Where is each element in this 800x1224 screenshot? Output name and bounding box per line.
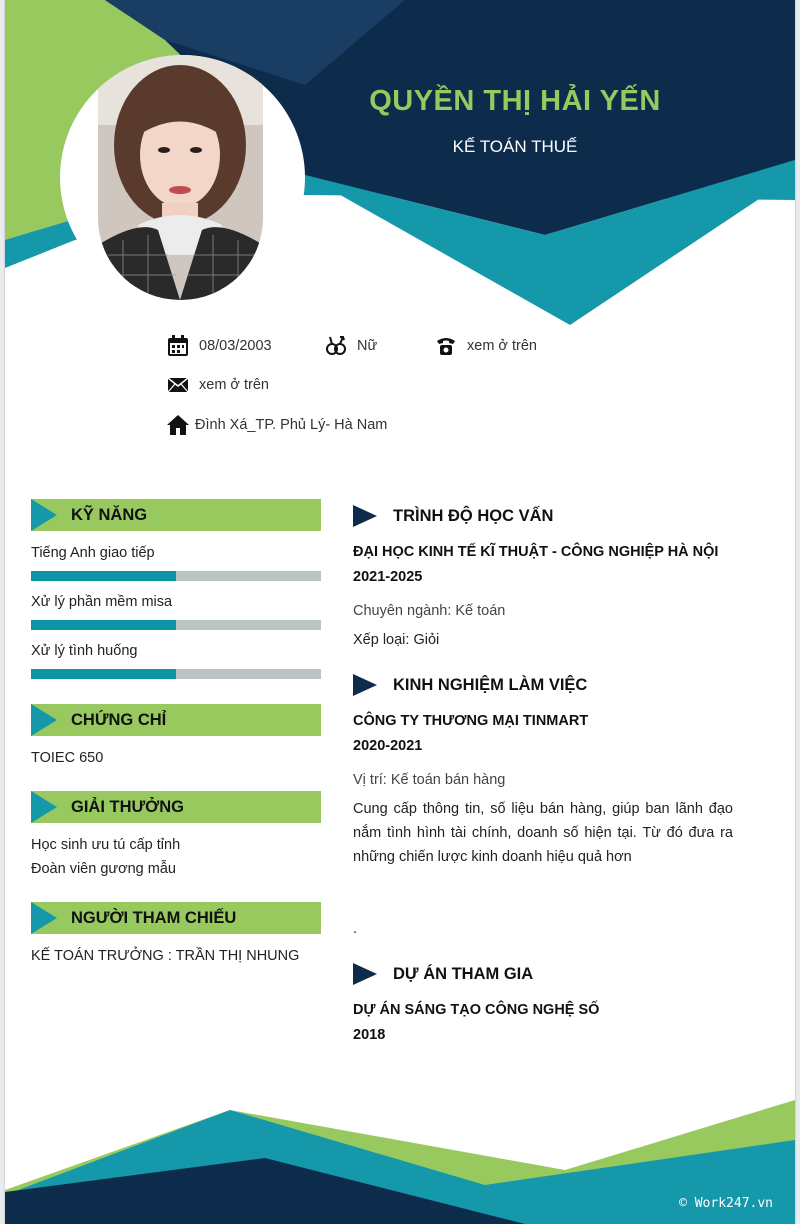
triangle-marker-icon [353,674,377,696]
gender-text: Nữ [357,338,378,354]
phone-text: xem ở trên [467,338,537,354]
address-text: Đình Xá_TP. Phủ Lý- Hà Nam [195,417,388,433]
award-item: Học sinh ưu tú cấp tỉnh [31,837,181,853]
calendar-icon [167,335,189,357]
company-name: CÔNG TY THƯƠNG MẠI TINMART [353,713,589,729]
skills-heading: KỸ NĂNG [31,499,321,531]
triangle-marker-icon [353,505,377,527]
school-name: ĐẠI HỌC KINH TẾ KĨ THUẬT - CÔNG NGHIỆP HÀ NỘI [353,544,719,560]
skill-bar [31,620,321,630]
certificate-item: TOIEC 650 [31,750,104,766]
phone-row [435,335,537,357]
address-row [167,414,387,436]
skill-label: Tiếng Anh giao tiếp [31,545,155,561]
triangle-marker-icon [31,704,57,736]
skill-label: Xử lý phần mềm misa [31,594,173,610]
education-major: Chuyên ngành: Kế toán [353,603,506,619]
experience-position: Vị trí: Kế toán bán hàng [353,772,506,788]
reference-item: KẾ TOÁN TRƯỞNG : TRẦN THỊ NHUNG [31,948,300,964]
birthday-row [167,335,272,357]
certificates-heading: CHỨNG CHỈ [31,704,321,736]
triangle-marker-icon [31,499,57,531]
triangle-marker-icon [31,791,57,823]
cv-page [5,0,795,1224]
project-year: 2018 [353,1027,386,1043]
education-heading: TRÌNH ĐỘ HỌC VẤN [353,500,553,532]
email-text: xem ở trên [199,377,269,393]
awards-heading: GIẢI THƯỞNG [31,791,321,823]
candidate-name: QUYỀN THỊ HẢI YẾN [369,85,661,117]
references-heading: NGƯỜI THAM CHIẾU [31,902,321,934]
experience-heading: KINH NGHIỆM LÀM VIỆC [353,669,587,701]
project-name: DỰ ÁN SÁNG TẠO CÔNG NGHỆ SỐ [353,1002,600,1018]
experience-years: 2020-2021 [353,738,423,754]
avatar [98,55,263,300]
education-years: 2021-2025 [353,569,423,585]
triangle-marker-icon [353,963,377,985]
home-icon [167,414,189,436]
experience-description: Cung cấp thông tin, số liệu bán hàng, giúp ban lãnh đạo nắm tình hình tài chính, doanh số hiện tại. Từ đó đưa ra những chiến lược kinh doanh hiệu quả hơn [353,801,733,865]
skill-label: Xử lý tình huống [31,643,138,659]
birthday-text: 08/03/2003 [199,338,272,354]
envelope-icon [167,374,189,396]
gender-icon [325,335,347,357]
award-item: Đoàn viên gương mẫu [31,861,176,877]
skill-bar [31,669,321,679]
phone-icon [435,335,457,357]
email-row [167,374,269,396]
skill-bar [31,571,321,581]
job-title: KẾ TOÁN THUẾ [452,137,578,156]
experience-dot: . [353,921,358,937]
education-grade: Xếp loại: Giỏi [353,632,440,648]
triangle-marker-icon [31,902,57,934]
gender-row [325,335,377,357]
projects-heading: DỰ ÁN THAM GIA [353,958,533,990]
avatar-frame [60,55,305,300]
watermark: © Work247.vn [679,1196,773,1211]
